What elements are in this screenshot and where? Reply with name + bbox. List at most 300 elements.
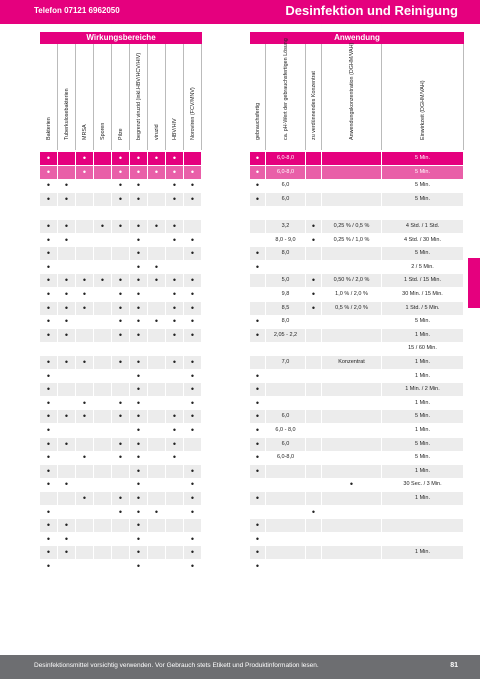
table-cell: • [250,546,266,559]
table-cell: • [76,410,94,423]
table-cell: • [148,261,166,274]
table-row-right [250,438,464,451]
table-cell: • [76,451,94,464]
column-header-label: Tuberkulosebakterien [63,88,70,140]
column-header-label: ca. pH-Wert der gebrauchsfertigen Lösung [282,38,289,140]
table-cell [76,546,94,559]
table-cell [76,465,94,478]
table-cell [148,247,166,260]
table-row-left [40,451,202,464]
table-cell [166,342,184,355]
table-cell [94,315,112,328]
table-cell [148,288,166,301]
table-cell [322,329,382,342]
table-cell [148,193,166,206]
table-cell [94,410,112,423]
table-cell: 4 Std. / 1 Std. [382,220,464,233]
table-cell: 1 Min. [382,370,464,383]
table-row-left [40,397,202,410]
table-cell [306,560,322,573]
table-cell: 6,0 [266,410,306,423]
table-cell [306,247,322,260]
table-cell: 5 Min. [382,451,464,464]
table-cell: • [40,397,58,410]
table-cell [112,234,130,247]
table-cell [250,288,266,301]
table-cell: • [250,193,266,206]
table-cell: • [184,560,202,573]
table-cell [184,220,202,233]
table-cell: • [166,302,184,315]
table-cell [58,506,76,519]
table-cell: • [58,519,76,532]
table-cell: • [40,519,58,532]
table-cell [94,234,112,247]
table-cell: • [184,315,202,328]
table-cell [58,492,76,505]
table-row-right [250,478,464,491]
table-cell [58,261,76,274]
table-cell: • [40,179,58,192]
table-cell: • [112,220,130,233]
table-cell: • [40,465,58,478]
table-cell: • [130,356,148,369]
column-header-label: Pilze [117,128,124,140]
table-row-right [250,465,464,478]
table-cell: • [76,274,94,287]
table-cell: 1 Min. / 2 Min. [382,383,464,396]
table-cell [94,193,112,206]
table-cell: 6,0 [266,179,306,192]
table-cell: 6,0-8,0 [266,166,306,179]
table-row-right [250,288,464,301]
table-cell [306,179,322,192]
table-cell: 5 Min. [382,193,464,206]
table-cell: • [40,152,58,165]
table-cell [322,424,382,437]
table-cell [250,506,266,519]
table-cell [94,492,112,505]
column-header-left-5 [130,44,148,150]
column-header-label: Einwirkzeit (DGHM/VAH) [419,80,426,140]
table-cell: • [130,261,148,274]
table-cell: • [148,166,166,179]
table-cell: • [112,193,130,206]
table-cell [76,329,94,342]
column-header-label: begrenzt viruzid (inkl.HBV/HCV/HIV) [135,52,142,140]
table-cell: • [58,179,76,192]
table-cell: • [40,193,58,206]
table-cell [306,533,322,546]
table-cell: 1,0 % / 2,0 % [322,288,382,301]
table-cell [166,397,184,410]
table-cell: • [148,315,166,328]
table-cell: • [166,220,184,233]
table-cell: 5 Min. [382,247,464,260]
table-row-right [250,274,464,287]
table-cell [306,424,322,437]
table-cell [266,383,306,396]
table-cell [306,261,322,274]
table-cell [76,438,94,451]
table-cell: • [250,179,266,192]
table-cell: 8,5 [266,302,306,315]
table-cell: 1 Min. [382,329,464,342]
table-cell: 30 Sec. / 3 Min. [382,478,464,491]
table-cell: 5 Min. [382,438,464,451]
table-cell: • [130,424,148,437]
table-cell: • [250,329,266,342]
table-cell: 8,0 [266,247,306,260]
table-cell: • [148,220,166,233]
table-cell: • [112,329,130,342]
table-cell [94,560,112,573]
table-cell [148,370,166,383]
table-cell [266,478,306,491]
table-cell: • [76,166,94,179]
table-cell: • [94,274,112,287]
column-header-right-1 [266,38,306,150]
table-row-right [250,220,464,233]
table-row-right [250,424,464,437]
table-row-left [40,179,202,192]
table-cell: • [58,533,76,546]
table-cell: • [130,465,148,478]
table-cell [94,478,112,491]
table-cell: 1 Std. / 5 Min. [382,302,464,315]
group-header-anwendung: Anwendung [250,32,464,44]
table-cell: 5 Min. [382,179,464,192]
table-cell [148,424,166,437]
table-row-left [40,424,202,437]
table-cell: 6,0-8,0 [266,152,306,165]
table-cell [306,166,322,179]
table-cell [306,370,322,383]
table-cell [94,152,112,165]
table-cell [130,206,148,219]
group-header-wirkungsbereiche: Wirkungsbereiche [40,32,202,44]
table-cell: • [58,438,76,451]
table-cell: • [40,546,58,559]
table-cell [322,519,382,532]
table-cell: • [184,370,202,383]
table-cell [266,206,306,219]
table-cell [166,533,184,546]
table-cell [322,179,382,192]
table-cell: 5,0 [266,274,306,287]
top-bar [0,0,480,24]
table-cell [58,383,76,396]
table-cell: • [184,383,202,396]
phone-number: Telefon 07121 6962050 [34,6,120,15]
table-cell: • [306,302,322,315]
table-cell [94,247,112,260]
table-cell: Konzentrat [322,356,382,369]
table-cell [322,438,382,451]
table-cell [94,438,112,451]
table-cell: • [58,234,76,247]
table-cell: • [130,288,148,301]
table-cell [306,152,322,165]
table-cell: • [250,492,266,505]
table-cell [148,438,166,451]
table-cell: • [306,288,322,301]
table-cell [306,193,322,206]
table-cell [322,546,382,559]
table-cell [322,410,382,423]
table-cell: • [184,506,202,519]
table-row-left [40,206,202,219]
table-cell: • [58,329,76,342]
table-row-right [250,315,464,328]
table-cell: 1 Min. [382,424,464,437]
table-cell: • [184,166,202,179]
table-cell: • [166,166,184,179]
table-cell: • [112,288,130,301]
table-cell: 1 Min. [382,397,464,410]
table-row-left [40,342,202,355]
table-cell: • [76,397,94,410]
table-cell: • [130,315,148,328]
table-cell: 9,8 [266,288,306,301]
table-cell [306,342,322,355]
table-cell: 0,25 % / 1,0 % [322,234,382,247]
table-cell: 2 / 5 Min. [382,261,464,274]
table-cell: • [306,220,322,233]
table-cell [306,206,322,219]
table-cell: • [40,288,58,301]
page-number: 81 [450,662,458,669]
table-cell [94,451,112,464]
table-cell: • [112,397,130,410]
table-row-left [40,533,202,546]
table-cell [148,342,166,355]
table-row-left [40,506,202,519]
table-cell [76,560,94,573]
table-cell: • [40,533,58,546]
table-cell [322,315,382,328]
footer-bar [0,655,480,679]
table-cell [166,546,184,559]
table-cell [322,166,382,179]
table-cell: 3,2 [266,220,306,233]
table-cell [306,356,322,369]
table-row-left [40,302,202,315]
table-cell: • [250,465,266,478]
table-cell: • [130,506,148,519]
table-cell: • [250,533,266,546]
table-cell: • [130,451,148,464]
table-cell: • [58,315,76,328]
table-cell [382,506,464,519]
table-cell: • [40,424,58,437]
table-cell [148,451,166,464]
column-header-left-8 [184,44,202,150]
table-cell [250,342,266,355]
table-cell: 5 Min. [382,315,464,328]
table-cell: 5 Min. [382,410,464,423]
table-cell [250,478,266,491]
table-cell: 7,0 [266,356,306,369]
table-cell: 2,05 - 2,2 [266,329,306,342]
table-cell: • [166,410,184,423]
table-cell [94,533,112,546]
table-cell: • [184,274,202,287]
table-cell: • [130,492,148,505]
table-cell: • [40,560,58,573]
table-cell: • [184,247,202,260]
table-cell [166,370,184,383]
table-cell: • [148,506,166,519]
table-cell [382,533,464,546]
table-cell [148,302,166,315]
table-cell: • [166,356,184,369]
table-row-right [250,261,464,274]
table-row-left [40,370,202,383]
table-cell: • [250,370,266,383]
table-cell: • [76,492,94,505]
table-cell [58,397,76,410]
table-cell [94,370,112,383]
table-cell [58,152,76,165]
table-cell: • [250,247,266,260]
table-cell [266,342,306,355]
table-cell [112,342,130,355]
table-cell [94,465,112,478]
table-cell: • [306,506,322,519]
table-cell: • [184,410,202,423]
table-cell [306,451,322,464]
table-cell [382,560,464,573]
table-cell [112,519,130,532]
table-row-left [40,288,202,301]
table-cell [322,560,382,573]
table-cell: • [40,234,58,247]
table-cell: • [184,492,202,505]
column-header-right-0 [250,44,266,150]
table-cell: • [130,478,148,491]
table-cell [322,261,382,274]
table-cell: • [250,152,266,165]
table-cell: • [250,397,266,410]
table-cell [322,152,382,165]
table-cell [76,519,94,532]
table-cell: • [40,274,58,287]
table-cell [306,315,322,328]
table-cell [250,206,266,219]
table-cell: • [40,329,58,342]
table-cell: • [184,533,202,546]
table-cell: • [40,370,58,383]
table-row-right [250,193,464,206]
table-cell [322,397,382,410]
table-cell: • [40,356,58,369]
table-row-left [40,329,202,342]
table-cell [184,206,202,219]
table-cell: • [58,478,76,491]
table-cell: • [130,193,148,206]
table-cell [94,424,112,437]
table-cell: 1 Min. [382,546,464,559]
table-cell: • [184,234,202,247]
table-cell: 4 Std. / 30 Min. [382,234,464,247]
table-cell [306,546,322,559]
table-cell [112,546,130,559]
table-cell [166,560,184,573]
table-cell: 0,25 % / 0,5 % [322,220,382,233]
table-cell [382,206,464,219]
table-cell [166,383,184,396]
table-cell [322,451,382,464]
table-cell: 6,0 [266,193,306,206]
table-cell [266,506,306,519]
table-cell [148,410,166,423]
table-cell [322,465,382,478]
table-cell: • [58,220,76,233]
table-cell [382,519,464,532]
column-header-label: viruzid [153,124,160,140]
table-cell [306,383,322,396]
table-cell: • [184,179,202,192]
column-header-left-0 [40,44,58,150]
table-row-right [250,383,464,396]
table-cell [184,451,202,464]
table-row-left [40,166,202,179]
table-cell [266,560,306,573]
column-header-right-4 [382,44,464,150]
column-header-label: HBV/HIV [171,118,178,140]
table-cell [306,410,322,423]
table-cell: 30 Min. / 15 Min. [382,288,464,301]
table-cell [76,370,94,383]
table-row-left [40,519,202,532]
table-cell [322,193,382,206]
table-row-right [250,506,464,519]
table-cell [306,492,322,505]
table-row-left [40,356,202,369]
table-cell [266,492,306,505]
table-cell [112,533,130,546]
table-cell [76,506,94,519]
table-cell [184,261,202,274]
table-cell [266,261,306,274]
table-cell [148,492,166,505]
table-row-right [250,247,464,260]
table-row-right [250,179,464,192]
table-cell: • [112,166,130,179]
table-cell: • [40,478,58,491]
table-cell [94,356,112,369]
column-header-right-2 [306,44,322,150]
table-cell: • [130,519,148,532]
table-cell [306,519,322,532]
table-cell [76,383,94,396]
table-cell [184,152,202,165]
table-cell [250,274,266,287]
table-cell [76,193,94,206]
table-row-left [40,247,202,260]
table-cell: • [130,329,148,342]
table-cell [148,478,166,491]
table-cell: • [40,261,58,274]
table-cell [94,302,112,315]
table-row-left [40,193,202,206]
table-cell [76,424,94,437]
table-cell: • [40,410,58,423]
table-cell: • [166,438,184,451]
table-row-right [250,546,464,559]
table-cell [40,492,58,505]
